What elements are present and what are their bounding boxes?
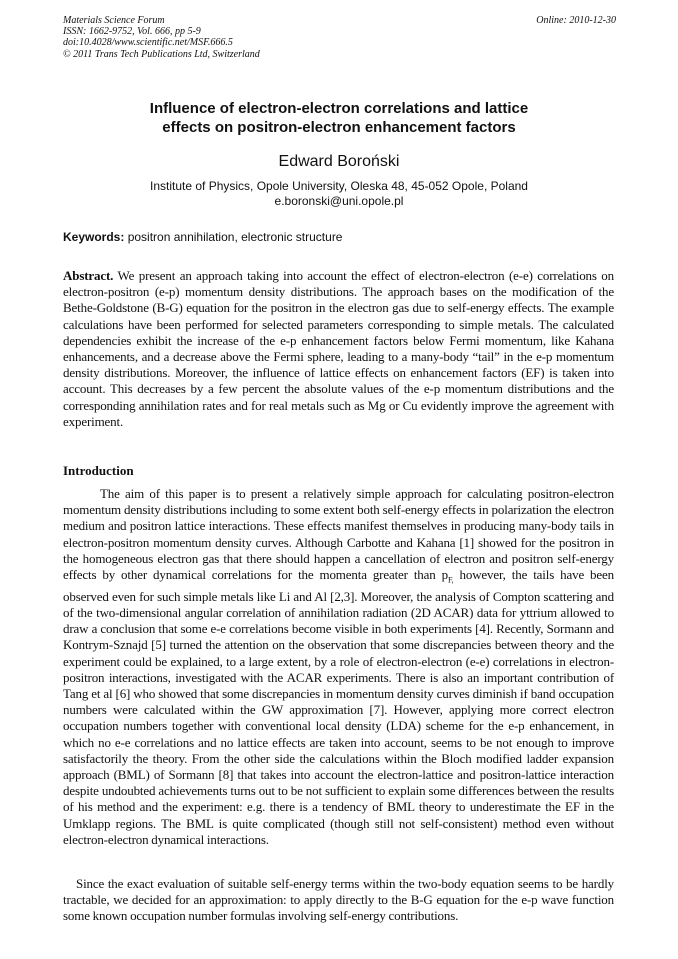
abstract-label: Abstract.	[63, 268, 114, 283]
doi-line: doi:10.4028/www.scientific.net/MSF.666.5	[63, 37, 233, 49]
affiliation-institute: Institute of Physics, Opole University, Oleska 48, 45-052 Opole, Poland	[150, 179, 528, 193]
section-heading-introduction: Introduction	[63, 463, 134, 478]
intro-p1-text-a: The aim of this paper is to present a relatively simple approach for calculating positron-electron momentum density distributions including to some extent both self-energy effects in polarization the electron medium and positron lattice interactions. These effects manifest themselves in producing many-body tails in electron-positron momentum density curves. Although Carbotte and Kahana [1] showed for the positron in the homogeneous electron gas that there should happen a cancellation of electron and positron self-energy effects by other dynamical correlations for the momenta greater than p	[63, 486, 614, 583]
title-line-2: effects on positron-electron enhancement factors	[162, 119, 516, 136]
online-date: Online: 2010-12-30	[536, 15, 616, 26]
intro-p1-text-b: however, the tails have been observed even for such simple metals like Li and Al [2,3]. Moreover, the analysis of Compton scattering and of the two-dimensional angular correlation of annihilation radiation (2D ACAR) data for yttrium allowed to draw a conclusion that some e-e correlations become visible in both experiments [4]. Recently, Sormann and Kontrym-Sznajd [5] turned the attention on the observation that some discrepancies between theory and the experiment could be explained, to a large extent, by a role of electron-electron (e-e) correlations in electron-positron interactions, investigated with the ACAR experiments. There is also an important contribution of Tang et al [6] who showed that some discrepancies in momentum density curves diminish if band occupation numbers were calculated within the GW approximation [7]. However, applying more correct electron occupation numbers together with conventional local density (LDA) scheme for the e-p enhancement, in which no e-e correlations and no lattice effects are taken into account, seems to be not enough to improve satisfactorily the theory. From the other side the calculations within the Bloch modified ladder expansion approach (BML) of Sormann [8] that takes into account the electron-lattice and positron-lattice interaction despite undoubted achievements turns out to be not sufficient to explain some differences between the results of his method and the experiment: e.g. there is a tendency of BML theory to underestimate the EF in the Umklapp regions. The BML is quite complicated (though still not self-consistent) method even without electron-electron dynamical interactions.	[63, 567, 614, 847]
author-name: Edward Boroński	[278, 153, 400, 170]
abstract-text: We present an approach taking into account the effect of electron-electron (e-e) correlations on electron-positron (e-p) momentum density distributions. The approach bases on the modification of the Bethe-Goldstone (B-G) equation for the positron in the electron gas due to self-energy effects. The example calculations have been performed for selected parameters corresponding to simple metals. The calculated dependencies exhibit the increase of the e-p enhancement factors below Fermi momentum, like Kahana enhancements, and a decrease above the Fermi sphere, leading to a many-body “tail” in the e-p momentum density distributions. Moreover, the influence of lattice effects on enhancement factors (EF) is taken into account. This decreases by a few percent the absolute values of the e-p momentum distributions and the corresponding annihilation rates and for real metals such as Mg or Cu evidently improve the agreement with experiment.	[63, 268, 614, 429]
journal-header	[63, 15, 260, 60]
introduction-paragraph-1	[63, 486, 614, 848]
abstract-paragraph	[63, 268, 614, 430]
author-email: e.boronski@uni.opole.pl	[274, 193, 404, 208]
issn-line: ISSN: 1662-9752, Vol. 666, pp 5-9	[63, 26, 201, 38]
keywords-text: positron annihilation, electronic structure	[127, 230, 343, 244]
journal-name: Materials Science Forum	[63, 15, 165, 26]
title-line-1: Influence of electron-electron correlations and lattice	[149, 100, 529, 117]
keywords-label: Keywords:	[63, 230, 125, 244]
introduction-paragraph-2: Since the exact evaluation of suitable self-energy terms within the two-body equation seems to be hardly tractable, we decided for an approximation: to apply directly to the B-G equation for the e-p wave function some known occupation number formulas involving self-energy contributions.	[63, 876, 614, 924]
copyright-line: © 2011 Trans Tech Publications Ltd, Switzerland	[63, 48, 260, 60]
fermi-subscript: F,	[447, 575, 454, 585]
keywords-line	[63, 230, 623, 244]
paper-title	[80, 99, 598, 137]
affiliation-block	[80, 179, 598, 208]
